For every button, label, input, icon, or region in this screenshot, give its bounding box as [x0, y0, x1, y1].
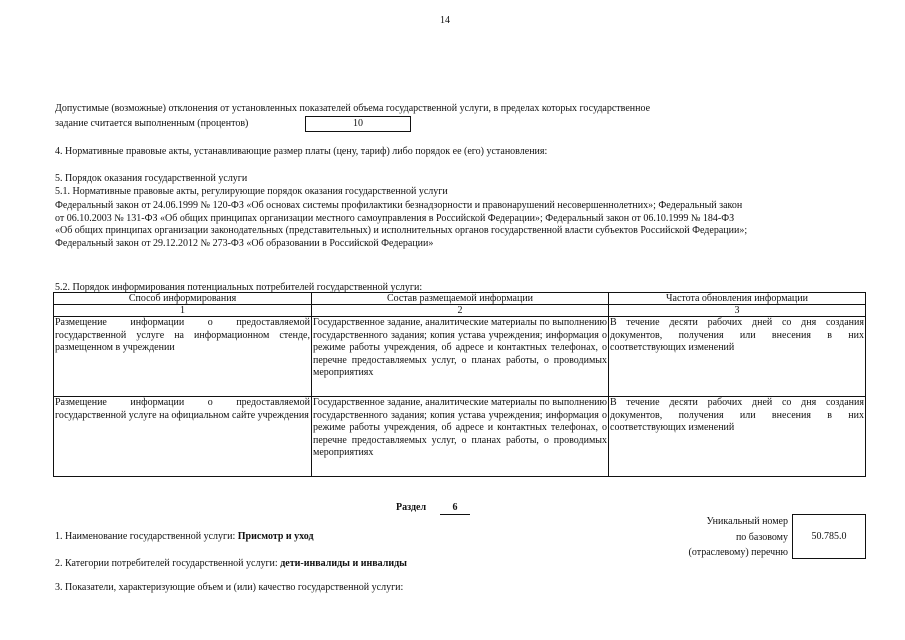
item5-1-heading: 5.1. Нормативные правовые акты, регулирующие порядок оказания государственной услуги [55, 186, 448, 197]
section-number: 6 [440, 502, 470, 515]
tolerance-text-line1: Допустимые (возможные) отклонения от установленных показателей объема государственной услуги, в пределах которых государственное [55, 103, 651, 114]
service-name-value: Присмотр и уход [237, 531, 314, 542]
service-name-label: 1. Наименование государственной услуги: [55, 531, 236, 542]
table-cell-frequency: В течение десяти рабочих дней со дня создания документов, получения или внесения в них соответствующих изменений [609, 397, 866, 477]
item5-heading: 5. Порядок оказания государственной услуги [55, 173, 248, 184]
legal-line: от 06.10.2003 № 131-ФЗ «Об общих принципах организации местного самоуправления в Российской Федерации»; Федеральный закон от 06.10.1999 № 184-ФЗ [55, 212, 735, 224]
table-cell-content: Государственное задание, аналитические материалы по выполнению государственного задания; копия устава учреждения; информация о режиме работы учреждения, об адресе и контактных телефонах, о перечне предоставляемых услуг, о планах работы, о проводимых мероприятиях [312, 317, 609, 397]
page-number: 14 [440, 15, 450, 26]
table-cell-content: Государственное задание, аналитические материалы по выполнению государственного задания; копия устава учреждения; информация о режиме работы учреждения, об адресе и контактных телефонах, о перечне предоставляемых услуг, о планах работы, о проводимых мероприятиях [312, 397, 609, 477]
categories-line [55, 557, 407, 570]
table-header-frequency: Частота обновления информации [609, 293, 866, 305]
item5-2-heading: 5.2. Порядок информирования потенциальных потребителей государственной услуги: [55, 282, 423, 293]
legal-acts-text [55, 200, 865, 250]
table-row [54, 317, 866, 397]
table-header-method: Способ информирования [54, 293, 312, 305]
item3-heading: 3. Показатели, характеризующие объем и (или) качество государственной услуги: [55, 582, 404, 593]
unique-number-label: Уникальный номер по базовому (отраслевому) перечню [688, 516, 788, 558]
categories-value: дети-инвалиды и инвалиды [280, 558, 407, 569]
table-column-number: 1 [54, 305, 312, 317]
section-label: Раздел [396, 502, 427, 513]
table-row [54, 397, 866, 477]
legal-line: «Об общих принципах организации законодательных (представительных) и исполнительных органов государственной власти субъектов Российской Федерации»; [55, 225, 748, 237]
legal-line: Федеральный закон от 29.12.2012 № 273-ФЗ «Об образовании в Российской Федерации» [55, 237, 434, 249]
legal-line: Федеральный закон от 24.06.1999 № 120-ФЗ «Об основах системы профилактики безнадзорности и правонарушений несовершеннолетних»; Федеральный закон [55, 200, 743, 211]
tolerance-text-line2: задание считается выполненным (процентов) [55, 118, 249, 129]
table-column-number: 2 [312, 305, 609, 317]
table-column-number: 3 [609, 305, 866, 317]
table-cell-method: Размещение информации о предоставляемой государственной услуге на официальном сайте учреждения [54, 397, 312, 477]
table-header-content: Состав размещаемой информации [312, 293, 609, 305]
item4-heading: 4. Нормативные правовые акты, устанавливающие размер платы (цену, тариф) либо порядок ее (его) установления: [55, 146, 548, 157]
information-table [53, 292, 866, 477]
table-cell-method: Размещение информации о предоставляемой государственной услуге на информационном стенде, размещенном в учреждении [54, 317, 312, 397]
table-cell-frequency: В течение десяти рабочих дней со дня создания документов, получения или внесения в них соответствующих изменений [609, 317, 866, 397]
service-name-line [55, 530, 314, 543]
tolerance-value-box: 10 [305, 116, 411, 132]
unique-number-value-box: 50.785.0 [792, 514, 866, 559]
categories-label: 2. Категории потребителей государственной услуги: [55, 558, 278, 569]
